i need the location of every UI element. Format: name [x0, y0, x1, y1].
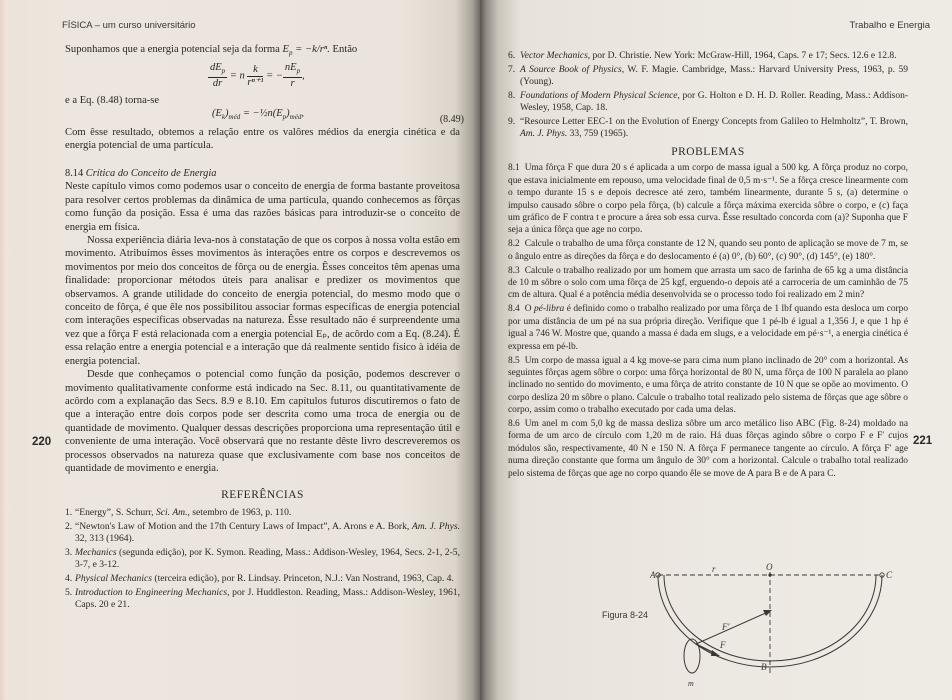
- eq-ref-line: e a Eq. (8.48) torna-se: [65, 95, 160, 106]
- intro-line: Suponhamos que a energia potencial seja da forma $E_p = -k/r^n$. Então: [65, 44, 358, 58]
- equation-2: $(E_k)_{méd}$ = $-\frac{1}{2}n(E_p)_{méd}$,: [212, 108, 304, 122]
- label-r: r: [712, 564, 716, 574]
- right-column: [508, 50, 908, 482]
- problem-8-1: 8.1 Uma fôrça F que dura 20 s é aplicada a um corpo de massa igual a 500 kg. A fôrça produz no corpo, que estava inicialmente em repouso, uma velocidade final de 0,5 m·s⁻¹. Se a fôrça cresce linearmente com o tempo durante 15 s e depois decresce até zero, também linearmente, durante 5 s, (a) determine o impulso causado sôbre o corpo pela fôrça, (b) calcule a fôrça máxima exercida sôbre o corpo, e (c) faça um gráfico de F contra t e procure a área sob essa curva. Êsse resultado concorda com (a)? Suponha que F seja a única fôrça que age no corpo.: [508, 163, 908, 236]
- problem-8-4: 8.4 O pé-libra é definido como o trabalho realizado por uma fôrça de 1 lbf quando esta desloca um corpo por uma distância de um pé na sua própria direção. Verifique que 1 pé-lb é igual a 1,356 J, e que 1 hp é igual a 746 W. Mostre que, quando a massa é dada em slugs, e a velocidade em pé·s⁻¹, a energia cinética é expressa em pé-lb.: [508, 304, 909, 352]
- conclusion-paragraph: Com êsse resultado, obtemos a relação entre os valôres médios da energia cinética e da energia potencial de uma partícula.: [65, 127, 460, 152]
- paragraph-3: Desde que conheçamos o potencial como função da posição, podemos descrever o movimento qualitativamente conforme está indicado na Sec. 8.11, ou quantitativamente de acôrdo com a explanação das Secs. 8.9 e 8.10. Em capítulos futuros discutiremos o fato de que a interação entre dois corpos pode ser descrita como uma troca de energia ou de quantidade de movimento. Qualquer dessas descrições proporciona uma representação útil e conveniente de uma interação. Você observará que no restante dêste livro descreveremos os processos observados na natureza quase que exclusivamente com base nos conceitos de quantidade de movimento e energia.: [65, 369, 460, 474]
- label-A: A: [650, 570, 656, 580]
- page-number-right: 221: [913, 435, 933, 447]
- reference-item: 9. “Resource Letter EEC-1 on the Evolution of Energy Concepts from Galileo to Helmholtz”, T. Brown, Am. J. Phys. 33, 759 (1965).: [508, 117, 908, 139]
- references-heading: REFERÊNCIAS: [221, 489, 304, 502]
- label-O: O: [766, 562, 773, 572]
- figure-caption: Figura 8-24: [602, 610, 649, 620]
- label-F-prime: F′: [722, 622, 730, 632]
- reference-item: 5. Introduction to Engineering Mechanics, por J. Huddleston. Reading, Mass.: Addison-Wesley, 1961, Caps. 20 e 21.: [65, 586, 460, 610]
- reference-item: 8. Foundations of Modern Physical Science, por G. Holton e D. H. D. Roller. Reading, Mass.: Addison-Wesley, 1958, Cap. 18.: [508, 91, 908, 113]
- intro-formula: $E_p = -k/r^n$.: [282, 44, 330, 58]
- section-8-14: [65, 167, 460, 613]
- equation-number: (8.49): [439, 114, 464, 125]
- problem-8-3: 8.3 Calcule o trabalho realizado por um homem que arrasta um saco de farinha de 65 kg a uma distância de 10 m sôbre o solo com uma fôrça de 25 kgf, erguendo-o depois até a carroceria de um caminhão de 75 cm de altura. Qual é a potência média desenvolvida se o processo todo foi realizado em 2 min?: [508, 265, 908, 301]
- label-F: F: [720, 640, 726, 650]
- reference-item: 1. “Energy”, S. Schurr, Sci. Am., setembro de 1963, p. 110.: [65, 506, 292, 518]
- page-number-left: 220: [32, 436, 52, 448]
- section-heading: 8.14 Crítica do Conceito de Energia: [65, 168, 217, 179]
- equation-1: $\frac{dE_p}{dr}$ = n $\frac{k}{\text{rⁿ⁺¹}}$ = − $\frac{nE_p}{r}$ ,: [210, 62, 305, 90]
- label-m: m: [688, 679, 694, 688]
- running-head-right: Trabalho e Energia: [849, 20, 930, 31]
- reference-item: 7. A Source Book of Physics, W. F. Magie. Cambridge, Mass.: Harvard University Press, 1963, p. 59 (Young).: [508, 65, 908, 87]
- paragraph-2: Nossa experiência diária leva-nos à constatação de que os corpos à nossa volta estão em movimento. Atribuímos êsses movimentos às interações entre os corpos e descrevemos os movimentos por meio dos conceitos de fôrça ou de energia. Êsses conceitos têm apenas uma finalidade: proporcionar métodos úteis para analisar e predizer os movimentos que observamos. A grande utilidade do conceito de energia potencial, do mesmo modo que o conceito de fôrça, é que êle nos possibilitou associar formas específicas de energia potencial com interações específicas observadas na natureza. Êsse resultado não é surpreendente uma vez que a fôrça F está relacionada com a energia potencial Eₚ, de acôrdo com a Eq. (8.24). É essa relação entre a energia potencial e a interação que dá realmente sentido físico à idéia de energia potencial.: [65, 235, 460, 367]
- label-C: C: [886, 570, 893, 580]
- running-head-left: FÍSICA – um curso universitário: [62, 20, 196, 31]
- reference-item: 2. “Newton's Law of Motion and the 17th Century Laws of Impact”, A. Arons e A. Bork, Am. J. Phys. 32, 313 (1964).: [65, 520, 460, 544]
- problem-8-6: 8.6 Um anel m com 5,0 kg de massa desliza sôbre um arco metálico liso ABC (Fig. 8-24) moldado na forma de um arco de círculo com 1,20 m de raio. Há duas fôrças agindo sôbre o corpo F e F′ cujos módulos são, respectivamente, 40 N e 150 N. A fôrça F permanece tangente ao círculo. A fôrça F′ age numa direção constante que forma um ângulo de 30° com a horizontal. Calcule o trabalho total realizado pelo sistema de fôrças que age no corpo quando êle se move de A para B e de A para C.: [508, 419, 908, 479]
- label-B: B: [761, 662, 767, 672]
- reference-item: 6. Vector Mechanics, por D. Christie. New York: McGraw-Hill, 1964, Caps. 7 e 17; Secs. 12.6 e 12.8.: [508, 51, 897, 61]
- figure-8-24-arc-diagram: [650, 562, 900, 692]
- problems-heading: PROBLEMAS: [671, 146, 745, 158]
- reference-item: 4. Physical Mechanics (terceira edição), por R. Lindsay. Princeton, N.J.: Van Nostrand, 1963, Cap. 4.: [65, 572, 454, 584]
- reference-item: 3. Mechanics (segunda edição), por K. Symon. Reading, Mass.: Addison-Wesley, 1964, Secs. 2-1, 2-5, 3-7, e 3-12.: [65, 546, 460, 570]
- right-page: [480, 0, 952, 700]
- problem-8-2: 8.2 Calcule o trabalho de uma fôrça constante de 12 N, quando seu ponto de aplicação se move de 7 m, se o ângulo entre as direções da fôrça e do deslocamento é (a) 0°, (b) 60°, (c) 90°, (d) 145°, (e) 180°.: [508, 239, 908, 262]
- paragraph-1: Neste capítulo vimos como podemos usar o conceito de energia de forma bastante proveitosa para resolver certos problemas da dinâmica de uma partícula, quando conhecemos as fôrças como função da posição. Essa é uma das razões básicas para introduzir-se o conceito de energia em física.: [65, 181, 460, 233]
- problem-8-5: 8.5 Um corpo de massa igual a 4 kg move-se para cima num plano inclinado de 20° com a horizontal. As seguintes fôrças agem sôbre o corpo: uma fôrça horizontal de 80 N, uma fôrça de 100 N paralela ao plano inclinado no sentido do movimento, e uma fôrça de atrito constante de 10 N que se opõe ao movimento. O corpo desliza 20 m sôbre o plano. Calcule o trabalho total realizado pelo sistema de fôrças que age sôbre o corpo, assim como o trabalho executado por cada uma delas.: [508, 355, 908, 416]
